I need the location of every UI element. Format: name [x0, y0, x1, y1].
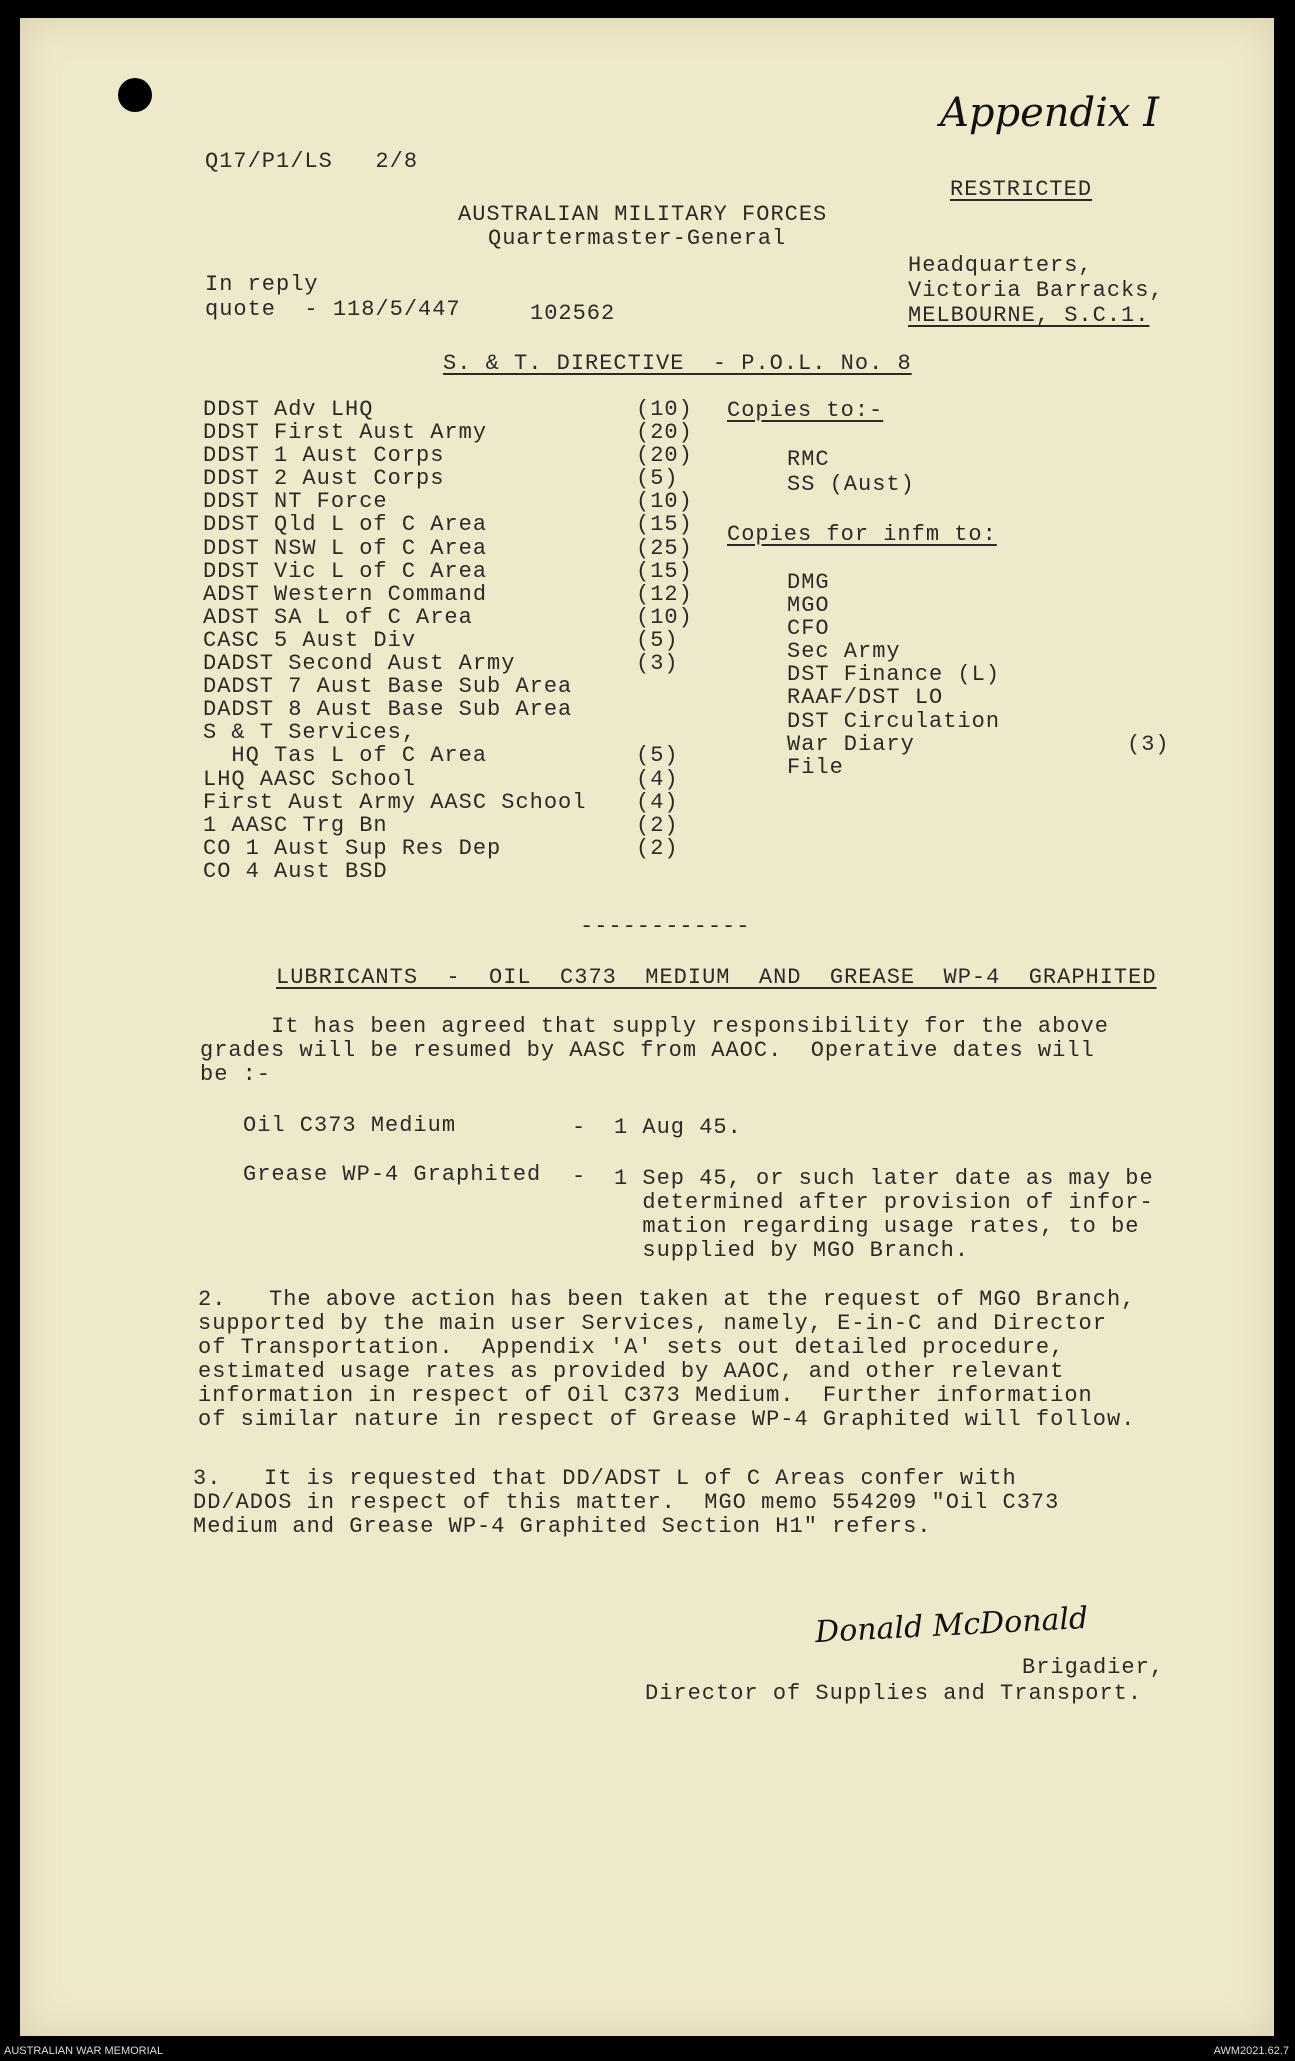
list-item-count: (2): [636, 812, 679, 838]
list-item-name: DMG: [787, 570, 830, 595]
list-item-name: DDST Qld L of C Area: [203, 512, 488, 538]
handwritten-annotation: Appendix I: [940, 90, 1160, 136]
list-item: [787, 571, 1177, 594]
list-item: [787, 733, 1177, 756]
list-item-name: CO 4 Aust BSD: [203, 858, 388, 884]
list-item-name: MGO: [787, 593, 830, 619]
list-item-name: DDST Vic L of C Area: [203, 558, 488, 584]
list-item: [203, 860, 693, 883]
item-2-label: Grease WP-4 Graphited: [243, 1162, 542, 1187]
paragraph-2: 2. The above action has been taken at the request of MGO Branch, supported by the main user Services, namely, E-in-C and Director of Transportation. Appendix 'A' sets out detailed procedure, estimated usage rates as provided by AAOC, and other relevant information in respect of Oil C373 Medium. Further information of similar nature in respect of Grease WP-4 Graphited will follow.: [198, 1287, 1136, 1432]
list-item: [203, 837, 693, 860]
punch-hole: [118, 78, 152, 112]
serial-number: 102562: [530, 301, 616, 326]
list-item: [203, 698, 693, 721]
list-item-count: (2): [636, 835, 679, 861]
list-item-count: (25): [636, 535, 693, 561]
list-item-name: First Aust Army AASC School: [203, 789, 587, 815]
list-item-name: Sec Army: [787, 639, 901, 665]
list-item-count: (15): [636, 558, 693, 584]
separator-line: ------------: [580, 914, 751, 939]
list-item-name: File: [787, 754, 844, 780]
address-line-1: Headquarters,: [908, 253, 1093, 278]
list-item-name: ADST Western Command: [203, 581, 488, 607]
list-item: [203, 421, 693, 444]
signatory-position: Director of Supplies and Transport.: [645, 1681, 1143, 1706]
classification-label: RESTRICTED: [950, 177, 1093, 202]
list-item-count: (4): [636, 789, 679, 815]
signature: Donald McDonald: [814, 1600, 1090, 1651]
list-item: [203, 629, 693, 652]
list-item-name: War Diary: [787, 731, 915, 757]
list-item: [787, 756, 1177, 779]
list-item-name: DDST 2 Aust Corps: [203, 466, 445, 492]
list-item-name: DST Finance (L): [787, 662, 1001, 688]
list-item: [203, 513, 693, 536]
list-item: [203, 537, 693, 560]
paragraph-1: It has been agreed that supply responsibility for the above grades will be resumed by AASC from AAOC. Operative dates will be :-: [200, 1014, 1109, 1087]
list-item-name: DADST 8 Aust Base Sub Area: [203, 697, 573, 723]
list-item: [203, 560, 693, 583]
reply-reference: quote - 118/5/447: [205, 297, 461, 322]
list-item: [203, 490, 693, 513]
item-1-dash: -: [572, 1115, 587, 1140]
list-item-count: (10): [636, 604, 693, 630]
list-item-count: (3): [636, 651, 679, 677]
copies-to-heading: Copies to:-: [727, 398, 884, 423]
copies-infm-list: [787, 571, 1177, 779]
list-item-count: (20): [636, 443, 693, 469]
archive-reference: AWM2021.62.7: [1213, 2045, 1289, 2057]
list-item: [203, 467, 693, 490]
signatory-rank: Brigadier,: [1022, 1655, 1165, 1680]
list-item-count: (5): [636, 743, 679, 769]
archive-credit: AUSTRALIAN WAR MEMORIAL: [4, 2045, 164, 2057]
list-item-name: CO 1 Aust Sup Res Dep: [203, 835, 502, 861]
address-line-2: Victoria Barracks,: [908, 278, 1164, 303]
list-item: [787, 663, 1177, 686]
list-item-name: DDST Adv LHQ: [203, 397, 374, 422]
subject-heading: LUBRICANTS - OIL C373 MEDIUM AND GREASE WP-4 GRAPHITED: [276, 965, 1157, 990]
distribution-list: [203, 398, 693, 883]
paragraph-3: 3. It is requested that DD/ADST L of C Areas confer with DD/ADOS in respect of this matter. MGO memo 554209 "Oil C373 Medium and Grease WP-4 Graphited Section H1" refers.: [193, 1466, 1060, 1539]
file-reference: Q17/P1/LS 2/8: [205, 149, 419, 174]
directive-title: S. & T. DIRECTIVE - P.O.L. No. 8: [443, 351, 912, 376]
list-item: [203, 398, 693, 421]
list-item: [203, 444, 693, 467]
copies-to-item: SS (Aust): [787, 472, 915, 497]
address-line-3: MELBOURNE, S.C.1.: [908, 303, 1150, 328]
reply-label: In reply: [205, 272, 319, 297]
list-item-count: (3): [1127, 731, 1170, 757]
list-item-count: (10): [636, 489, 693, 515]
list-item-name: DDST 1 Aust Corps: [203, 443, 445, 469]
list-item-count: (20): [636, 420, 693, 446]
list-item-name: HQ Tas L of C Area: [203, 743, 488, 769]
list-item-count: (10): [636, 397, 693, 422]
list-item: [203, 744, 693, 767]
list-item-name: DDST First Aust Army: [203, 420, 488, 446]
list-item-name: S & T Services,: [203, 720, 417, 746]
item-1-label: Oil C373 Medium: [243, 1113, 457, 1138]
item-2-dash: -: [572, 1164, 587, 1189]
list-item: [203, 768, 693, 791]
list-item-count: (12): [636, 581, 693, 607]
list-item-count: (5): [636, 466, 679, 492]
item-2-text: 1 Sep 45, or such later date as may be determined after provision of infor- mation regarding usage rates, to be supplied by MGO Branch.: [614, 1166, 1154, 1263]
organisation-name: AUSTRALIAN MILITARY FORCES: [458, 202, 828, 227]
list-item-name: RAAF/DST LO: [787, 685, 944, 711]
list-item-name: DDST NT Force: [203, 489, 388, 515]
list-item-count: (5): [636, 627, 679, 653]
copies-to-item: RMC: [787, 447, 830, 472]
list-item: [203, 814, 693, 837]
list-item-name: LHQ AASC School: [203, 766, 417, 792]
organisation-branch: Quartermaster-General: [488, 226, 787, 251]
list-item: [203, 606, 693, 629]
list-item: [787, 686, 1177, 709]
list-item: [203, 652, 693, 675]
list-item: [203, 583, 693, 606]
list-item-name: DADST 7 Aust Base Sub Area: [203, 674, 573, 700]
list-item: [787, 640, 1177, 663]
list-item-name: DADST Second Aust Army: [203, 651, 516, 677]
list-item-name: DST Circulation: [787, 708, 1001, 734]
list-item: [203, 675, 693, 698]
list-item: [787, 594, 1177, 617]
copies-infm-heading: Copies for infm to:: [727, 522, 997, 547]
list-item-count: (15): [636, 512, 693, 538]
list-item: [203, 721, 693, 744]
list-item-name: CASC 5 Aust Div: [203, 627, 417, 653]
list-item: [787, 617, 1177, 640]
list-item-name: DDST NSW L of C Area: [203, 535, 488, 561]
list-item: [787, 710, 1177, 733]
list-item-name: ADST SA L of C Area: [203, 604, 473, 630]
item-1-text: 1 Aug 45.: [614, 1115, 742, 1140]
list-item-name: 1 AASC Trg Bn: [203, 812, 388, 838]
list-item: [203, 791, 693, 814]
list-item-name: CFO: [787, 616, 830, 642]
list-item-count: (4): [636, 766, 679, 792]
